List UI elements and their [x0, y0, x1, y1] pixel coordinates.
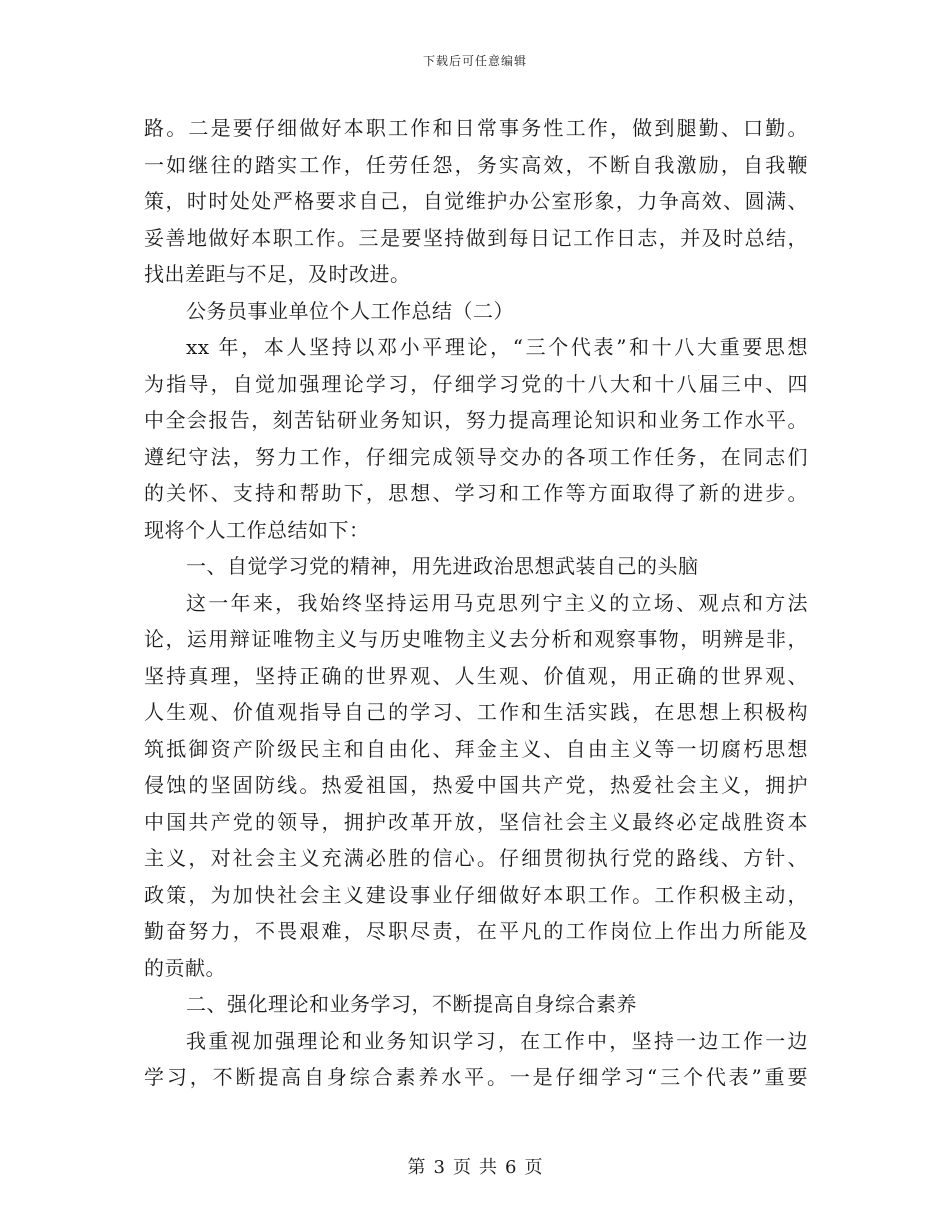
text-line: 论，运用辩证唯物主义与历史唯物主义去分析和观察事物，明辨是非，	[144, 627, 808, 651]
page-number-footer	[0, 1153, 950, 1179]
text-line: 为指导，自觉加强理论学习，仔细学习党的十八大和十八届三中、四	[144, 371, 808, 396]
text-line: 路。二是要仔细做好本职工作和日常事务性工作，做到腿勤、口勤。	[144, 116, 808, 140]
text-line: 现将个人工作总结如下：	[144, 517, 370, 542]
text-line: 主义，对社会主义充满必胜的信心。仔细贯彻执行党的路线、方针、	[144, 846, 808, 870]
text-line: 我重视加强理论和业务知识学习，在工作中，坚持一边工作一边	[186, 1028, 808, 1053]
footer-total-pages: 6	[505, 1157, 517, 1178]
text-line: 遵纪守法，努力工作，仔细完成领导交办的各项工作任务，在同志们	[144, 444, 808, 469]
text-line: 妥善地做好本职工作。三是要坚持做到每日记工作日志，并及时总结，	[144, 225, 808, 250]
text-line: 人生观、价值观指导自己的学习、工作和生活实践，在思想上积极构	[144, 700, 808, 724]
text-line: 坚持真理，坚持正确的世界观、人生观、价值观，用正确的世界观、	[144, 663, 808, 688]
text-line: 中国共产党的领导，拥护改革开放，坚信社会主义最终必定战胜资本	[144, 809, 808, 834]
page-header-note: 下载后可任意编辑	[422, 54, 527, 68]
footer-prefix: 第	[407, 1157, 426, 1178]
text-line: 一、自觉学习党的精神，用先进政治思想武装自己的头脑	[186, 554, 699, 578]
text-line: xx 年，本人坚持以邓小平理论，“三个代表”和十八大重要思想	[186, 335, 808, 359]
text-line: 这一年来，我始终坚持运用马克思列宁主义的立场、观点和方法	[186, 590, 808, 615]
document-body	[144, 110, 808, 1096]
text-line: 一如继往的踏实工作，任劳任怨，务实高效，不断自我激励，自我鞭	[144, 152, 808, 177]
footer-page-word: 页	[453, 1157, 471, 1178]
text-line: 学习，不断提高自身综合素养水平。一是仔细学习“三个代表”重要	[144, 1065, 808, 1089]
text-line: 找出差距与不足，及时改进。	[144, 262, 411, 286]
text-line: 侵蚀的坚固防线。热爱祖国，热爱中国共产党，热爱社会主义，拥护	[144, 773, 808, 797]
footer-total-word: 共	[479, 1157, 497, 1178]
text-line: 二、强化理论和业务学习，不断提高自身综合素养	[186, 992, 637, 1016]
text-line: 公务员事业单位个人工作总结（二）	[186, 298, 514, 323]
footer-suffix: 页	[524, 1157, 543, 1178]
text-line: 策，时时处处严格要求自己，自觉维护办公室形象，力争高效、圆满、	[144, 189, 808, 213]
text-line: 中全会报告，刻苦钻研业务知识，努力提高理论知识和业务工作水平。	[144, 408, 808, 432]
text-line: 的贡献。	[144, 955, 226, 980]
footer-current-page: 3	[433, 1157, 445, 1178]
text-line: 政策，为加快社会主义建设事业仔细做好本职工作。工作积极主动，	[144, 882, 808, 907]
text-line: 勤奋努力，不畏艰难，尽职尽责，在平凡的工作岗位上作出力所能及	[144, 919, 808, 943]
text-line: 的关怀、支持和帮助下，思想、学习和工作等方面取得了新的进步。	[144, 481, 808, 505]
text-line: 筑抵御资产阶级民主和自由化、拜金主义、自由主义等一切腐朽思想	[144, 736, 808, 761]
